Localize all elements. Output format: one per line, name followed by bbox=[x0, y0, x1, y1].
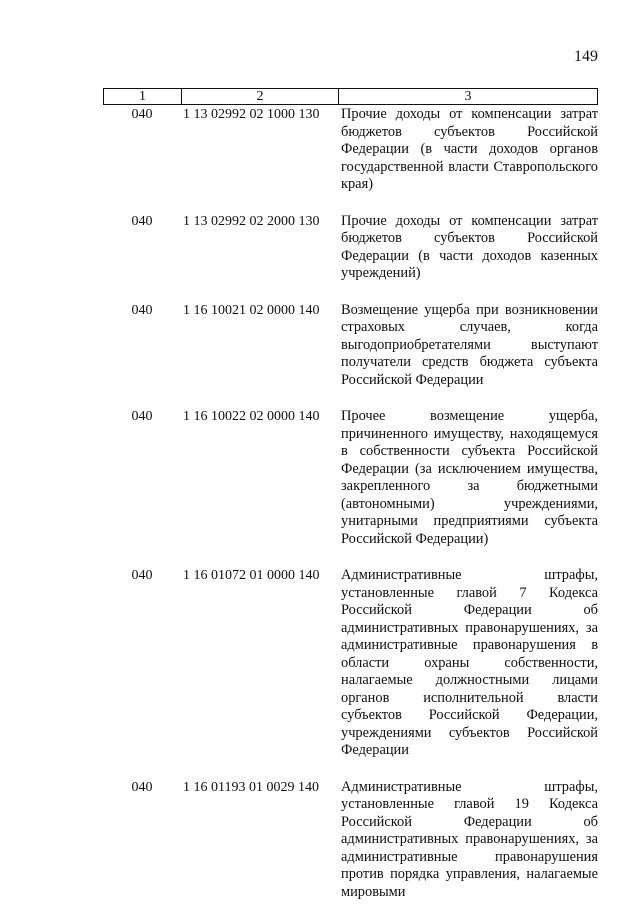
kbk-code: 1 16 01193 01 0029 140 bbox=[183, 779, 319, 795]
table-header bbox=[103, 88, 598, 105]
admin-code: 040 bbox=[131, 779, 153, 795]
table-row bbox=[103, 408, 598, 548]
income-description: Возмещение ущерба при возникновении страховых случаев, когда выгодоприобретателями выступают получатели средств бюджета субъекта Российской Федерации bbox=[341, 301, 598, 388]
admin-code: 040 bbox=[131, 107, 153, 122]
table-row bbox=[103, 106, 598, 194]
income-description: Административные штрафы, установленные главой 7 Кодекса Российской Федерации об административных правонарушениях, за административные правонарушения в области охраны собственности, налагаемые должностными лицами органов исполнительной власти субъектов Российской Федерации, учреждениями субъектов Российской Федерации bbox=[341, 567, 598, 758]
column-header-3: 3 bbox=[464, 89, 472, 104]
income-description: Прочее возмещение ущерба, причиненного имуществу, находящемуся в собственности субъекта Российской Федерации (за исключением имущества, закрепленного за бюджетными (автономными) учреждениями, унитарными предприятиями субъекта Российской Федерации) bbox=[341, 408, 598, 547]
table-row bbox=[103, 567, 598, 760]
column-header-2: 2 bbox=[182, 89, 339, 104]
column-header-1: 1 bbox=[104, 89, 182, 104]
admin-code: 040 bbox=[131, 568, 153, 583]
admin-code: 040 bbox=[131, 409, 153, 424]
admin-code: 040 bbox=[131, 213, 153, 229]
table-row bbox=[103, 213, 598, 283]
income-description: Прочие доходы от компенсации затрат бюджетов субъектов Российской Федерации (в части доходов казенных учреждений) bbox=[341, 212, 598, 281]
kbk-code: 1 16 10021 02 0000 140 bbox=[183, 302, 320, 318]
table-row bbox=[103, 779, 598, 902]
kbk-code: 1 13 02992 02 2000 130 bbox=[183, 213, 320, 229]
income-description: Прочие доходы от компенсации затрат бюджетов субъектов Российской Федерации (в части доходов органов государственной власти Ставропольского края) bbox=[341, 106, 598, 192]
table-body bbox=[103, 106, 598, 920]
income-description: Административные штрафы, установленные главой 19 Кодекса Российской Федерации об административных правонарушениях, за административные правонарушения против порядка управления, налагаемые мировыми bbox=[341, 778, 598, 900]
page-number: 149 bbox=[574, 48, 598, 65]
kbk-code: 1 16 01072 01 0000 140 bbox=[183, 568, 320, 583]
kbk-code: 1 16 10022 02 0000 140 bbox=[183, 409, 320, 424]
kbk-code: 1 13 02992 02 1000 130 bbox=[183, 107, 320, 122]
table-row bbox=[103, 302, 598, 390]
admin-code: 040 bbox=[131, 302, 153, 318]
